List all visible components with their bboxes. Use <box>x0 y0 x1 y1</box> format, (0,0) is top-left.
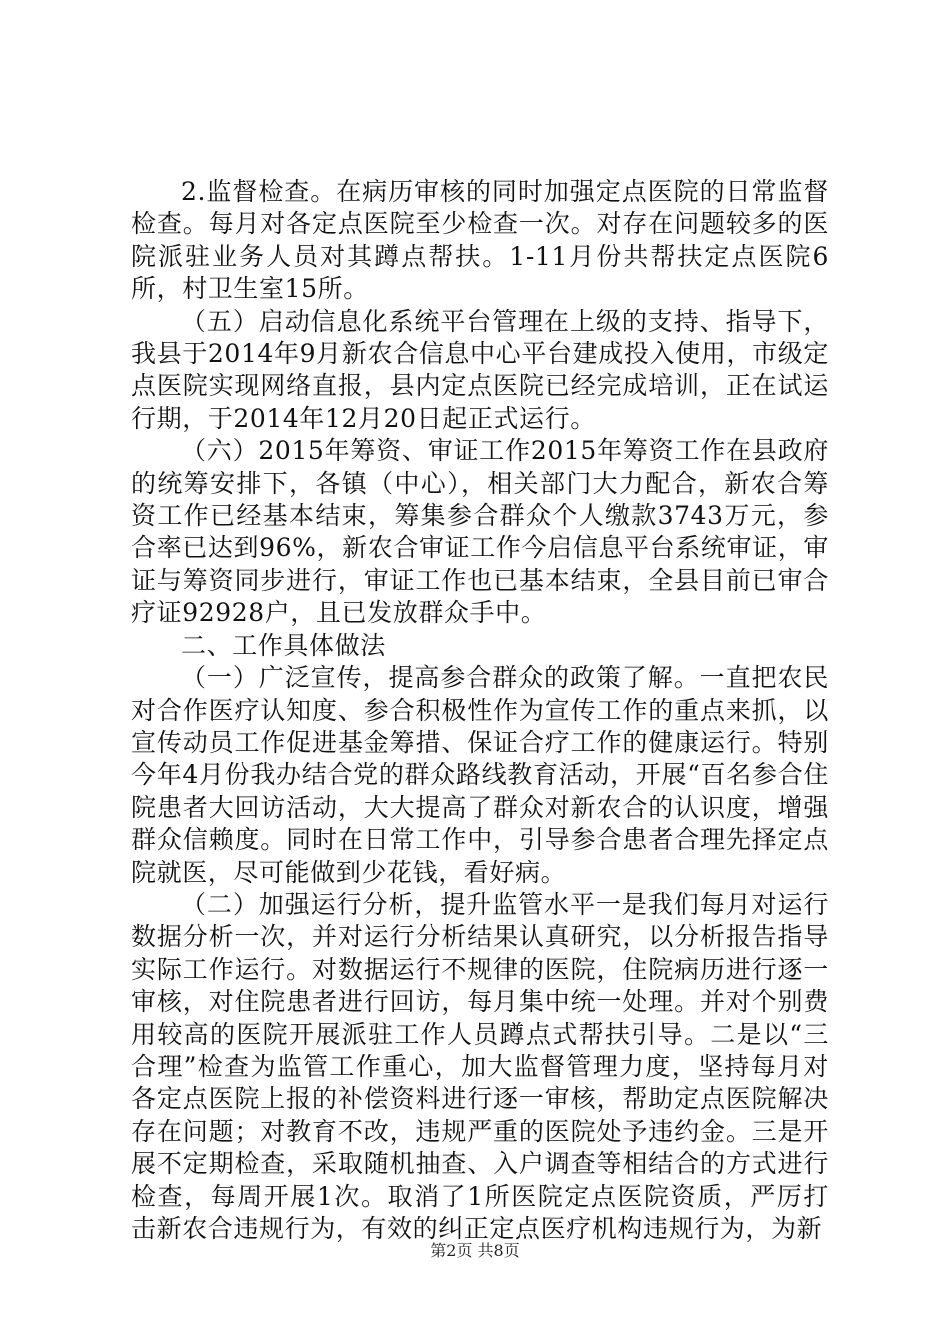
section-heading-practices: 二、工作具体做法 <box>181 630 386 660</box>
paragraph-supervision: 2.监督检查。在病历审核的同时加强定点医院的日常监督检查。每月对各定点医院至少检查一次。对存在问题较多的医院派驻业务人员对其蹲点帮扶。1-11月份共帮扶定点医院6所，村卫生室15所。 <box>131 177 829 304</box>
paragraph-informatization: （五）启动信息化系统平台管理在上级的支持、指导下，我县于2014年9月新农合信息中心平台建成投入使用，市级定点医院实现网络直报，县内定点医院已经完成培训，正在试运行期，于2014年12月20日起正式运行。 <box>131 306 829 433</box>
paragraph-publicity: （一）广泛宣传，提高参合群众的政策了解。一直把农民对合作医疗认知度、参合积极性作为宣传工作的重点来抓，以宣传动员工作促进基金筹措、保证合疗工作的健康运行。特别今年4月份我办结合党的群众路线教育活动，开展“百名参合住院患者大回访活动，大大提高了群众对新农合的认识度，增强群众信赖度。同时在日常工作中，引导参合患者合理先择定点院就医，尽可能做到少花钱，看好病。 <box>131 663 829 887</box>
document-body <box>131 176 829 1245</box>
page-number-footer: 第2页 共8页 <box>430 1241 520 1260</box>
paragraph-fundraising: （六）2015年筹资、审证工作2015年筹资工作在县政府的统筹安排下，各镇（中心），相关部门大力配合，新农合筹资工作已经基本结束，筹集参合群众个人缴款3743万元，参合率已达到96%，新农合审证工作今启信息平台系统审证，审证与筹资同步进行，审证工作也已基本结束，全县目前已审合疗证92928户，且已发放群众手中。 <box>131 436 829 628</box>
paragraph-analysis: （二）加强运行分析，提升监管水平一是我们每月对运行数据分析一次，并对运行分析结果认真研究，以分析报告指导实际工作运行。对数据运行不规律的医院，住院病历进行逐一审核，对住院患者进行回访，每月集中统一处理。并对个别费用较高的医院开展派驻工作人员蹲点式帮扶引导。二是以“三合理”检查为监管工作重心，加大监督管理力度，坚持每月对各定点医院上报的补偿资料进行逐一审核，帮助定点医院解决存在问题；对教育不改，违规严重的医院处予违约金。三是开展不定期检查，采取随机抽查、入户调查等相结合的方式进行检查，每周开展1次。取消了1所医院定点医院资质，严厉打击新农合违规行为，有效的纠正定点医疗机构违规行为，为新 <box>131 889 829 1243</box>
